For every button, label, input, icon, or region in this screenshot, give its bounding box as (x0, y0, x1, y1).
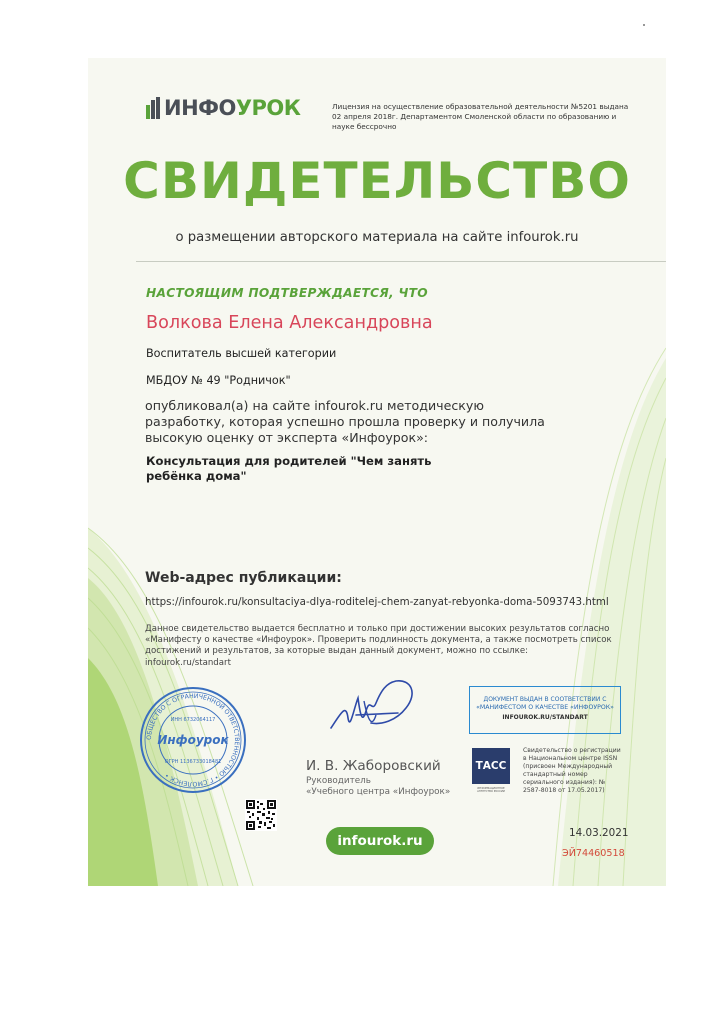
certificate (88, 58, 666, 886)
seal-ogrn: ОГРН 1136733018481 (164, 759, 222, 765)
divider (136, 261, 666, 262)
organization: МБДОУ № 49 "Родничок" (146, 374, 291, 387)
seal-ring-text: ОБЩЕСТВО С ОГРАНИЧЕННОЙ ОТВЕТСТВЕННОСТЬЮ • Г.СМОЛЕНСК • (145, 692, 241, 788)
standard-box-line2: «МАНИФЕСТОМ О КАЧЕСТВЕ «ИНФОУРОК» (476, 704, 614, 711)
signature (326, 673, 426, 743)
issue-date: 14.03.2021 (569, 827, 629, 839)
logo-text: ИНФОУРОК (164, 96, 301, 120)
standard-box-line1: ДОКУМЕНТ ВЫДАН В СООТВЕТСТВИИ С (483, 696, 607, 703)
standard-box (469, 686, 621, 734)
material-title: Консультация для родителей "Чем занять ребёнка дома" (146, 454, 432, 483)
director-name: И. В. Жаборовский (306, 758, 441, 774)
seal-stamp (138, 685, 248, 795)
seal-inn: ИНН 6732064117 (170, 717, 216, 723)
web-address-heading: Web-адрес публикации: (145, 570, 342, 586)
person-name: Волкова Елена Александровна (146, 313, 433, 333)
seal-center-text: Инфоурок (157, 733, 229, 747)
document-number: ЭЙ74460518 (562, 848, 625, 859)
license-text: Лицензия на осуществление образовательной деятельности №5201 выдана 02 апреля 2018г. Департаментом Смоленской области по образованию и науке бессрочно (332, 102, 629, 131)
authenticity-note: Данное свидетельство выдается бесплатно и только при достижении высоких результатов согласно «Манифесту о качестве «Инфоурок». Проверить подлинность документа, а также посмотреть список достижений и результатов, за которые выдан данный документ, можно по ссылке: infourok.ru/standart (145, 624, 612, 668)
infourok-logo-icon (146, 97, 162, 119)
qr-code-icon[interactable] (245, 799, 277, 831)
scan-dot (643, 24, 645, 26)
certificate-subtitle: о размещении авторского материала на сайте infourok.ru (175, 230, 579, 245)
confirm-heading: НАСТОЯЩИМ ПОДТВЕРЖДАЕТСЯ, ЧТО (146, 286, 428, 300)
infourok-logo (146, 94, 300, 122)
site-button[interactable]: infourok.ru (326, 827, 434, 855)
tass-logo: ТАСС (472, 748, 510, 784)
statement-text: опубликовал(а) на сайте infourok.ru методическую разработку, которая успешно прошла проверку и получила высокую оценку от эксперта «Инфоурок»: (145, 398, 545, 445)
certificate-title: СВИДЕТЕЛЬСТВО (123, 152, 631, 210)
person-position: Воспитатель высшей категории (146, 347, 337, 360)
issn-text: Свидетельство о регистрации в Национальном центре ISSN (присвоен Международный стандартный номер сериального издания): № 2587-8018 от 17.05.2017) (523, 747, 621, 794)
standard-box-link[interactable]: INFOUROK.RU/STANDART (502, 714, 588, 721)
publication-url[interactable]: https://infourok.ru/konsultaciya-dlya-roditelej-chem-zanyat-rebyonka-doma-5093743.html (145, 596, 609, 608)
director-role: Руководитель «Учебного центра «Инфоурок» (306, 776, 451, 797)
tass-caption: ИНФОРМАЦИОННОЕ АГЕНТСТВО РОССИИ (477, 787, 505, 794)
